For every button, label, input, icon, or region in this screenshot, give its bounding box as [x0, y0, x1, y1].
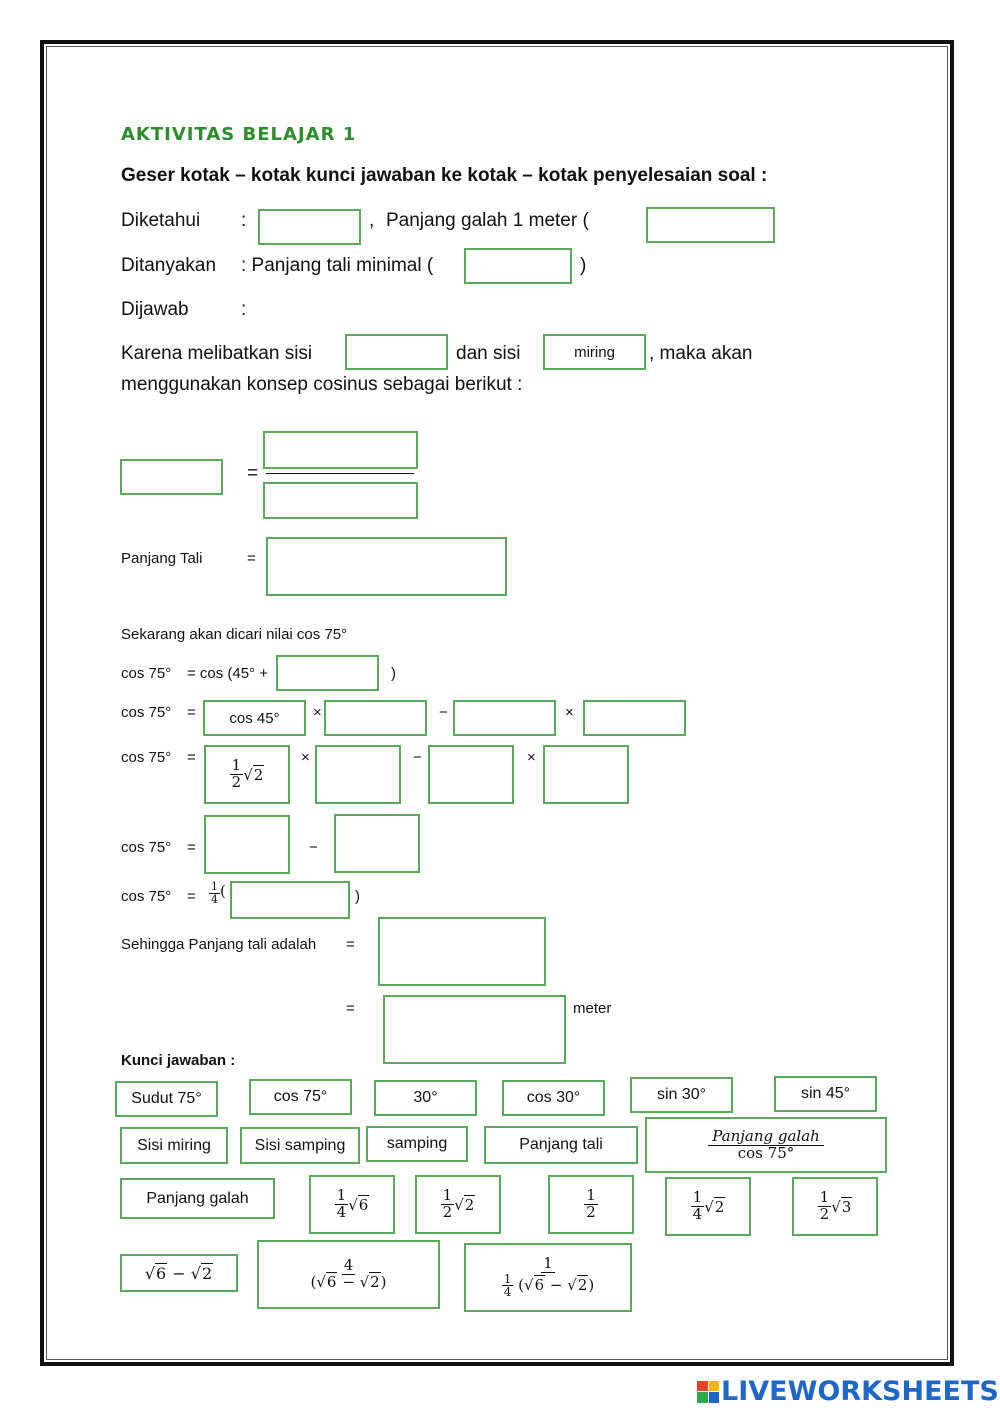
key-samping[interactable]: samping: [366, 1126, 468, 1162]
instruction: Geser kotak – kotak kunci jawaban ke kotak – kotak penyelesaian soal :: [121, 165, 768, 186]
r3-times-1: ×: [301, 749, 310, 766]
drop-box-r3-b[interactable]: [428, 745, 514, 804]
kunci-label: Kunci jawaban :: [121, 1052, 236, 1069]
sehingga-eq-1: =: [346, 936, 355, 953]
cos75-label-5: cos 75°: [121, 888, 172, 905]
drop-box-sisi-1[interactable]: [345, 334, 448, 370]
cos75-label-3: cos 75°: [121, 749, 172, 766]
r5-close: ): [355, 888, 360, 905]
key-1-over-quarter-diff[interactable]: 1 $\frac{1}{4}$ (√6 − √2): [464, 1243, 632, 1312]
meter-unit: meter: [573, 1000, 612, 1017]
diketahui-comma: ,: [369, 210, 375, 231]
r2-eq: =: [187, 704, 196, 721]
key-panjang-tali[interactable]: Panjang tali: [484, 1126, 638, 1164]
key-cos30[interactable]: cos 30°: [502, 1080, 605, 1116]
key-sisi-samping[interactable]: Sisi samping: [240, 1127, 360, 1164]
key-sisi-miring[interactable]: Sisi miring: [120, 1127, 228, 1164]
logo-mark-icon: [697, 1381, 719, 1403]
cos75-label-4: cos 75°: [121, 839, 172, 856]
r2-times-1: ×: [313, 704, 322, 721]
r4-eq: =: [187, 839, 196, 856]
key-root6-minus-root2[interactable]: √6 − √2: [120, 1254, 238, 1292]
drop-box-ratio-left[interactable]: [120, 459, 223, 495]
drop-box-tali[interactable]: [464, 248, 572, 284]
drop-box-numerator[interactable]: [263, 431, 418, 469]
key-half-root3[interactable]: $\frac{1}{2}$ √3: [792, 1177, 878, 1236]
sehingga-eq-2: =: [346, 1000, 355, 1017]
key-30[interactable]: 30°: [374, 1080, 477, 1116]
karena-text3: , maka akan: [649, 343, 753, 364]
diketahui-label: Diketahui: [121, 210, 201, 231]
r5-eq: =: [187, 888, 196, 905]
key-quarter-root2[interactable]: $\frac{1}{4}$ √2: [665, 1177, 751, 1236]
filled-box-miring[interactable]: miring: [543, 334, 646, 370]
panjang-tali-label: Panjang Tali: [121, 550, 203, 567]
r3-times-2: ×: [527, 749, 536, 766]
drop-box-galah[interactable]: [646, 207, 775, 243]
drop-box-diketahui-1[interactable]: [258, 209, 361, 245]
key-half[interactable]: $\frac{1}{2}$: [548, 1175, 634, 1234]
drop-box-r2-c[interactable]: [583, 700, 686, 736]
r5-quarter: $\frac{1}{4}$ (: [211, 880, 226, 906]
ditanyakan-close: ): [580, 255, 587, 276]
drop-box-r1[interactable]: [276, 655, 379, 691]
filled-box-cos45[interactable]: cos 45°: [203, 700, 306, 736]
activity-title: AKTIVITAS BELAJAR 1: [121, 124, 357, 145]
sekarang-text: Sekarang akan dicari nilai cos 75°: [121, 626, 348, 643]
filled-box-half-root2[interactable]: [204, 745, 290, 804]
drop-box-r2-b[interactable]: [453, 700, 556, 736]
cos75-r1-close: ): [391, 665, 396, 682]
key-half-root2[interactable]: $\frac{1}{2}$ √2: [415, 1175, 501, 1234]
fraction-equals: =: [247, 463, 259, 484]
key-sin30[interactable]: sin 30°: [630, 1077, 733, 1113]
karena-text1: Karena melibatkan sisi: [121, 343, 313, 364]
drop-box-panjang-tali[interactable]: [266, 537, 507, 596]
key-cos75[interactable]: cos 75°: [249, 1079, 352, 1115]
cos75-expand: = cos (45° +: [187, 665, 269, 682]
root2: √2: [243, 765, 264, 784]
fraction-bar: [266, 473, 414, 474]
karena-line2: menggunakan konsep cosinus sebagai berikut :: [121, 374, 523, 395]
r3-eq: =: [187, 749, 196, 766]
ditanyakan-text: : Panjang tali minimal (: [241, 255, 434, 276]
cos75-label-1: cos 75°: [121, 665, 172, 682]
r2-times-2: ×: [565, 704, 574, 721]
r2-minus: −: [439, 704, 448, 721]
panjang-tali-eq: =: [247, 550, 256, 567]
r3-minus: −: [413, 749, 422, 766]
half-fraction: $\frac{1}{2}$: [231, 756, 242, 791]
drop-box-r5[interactable]: [230, 881, 350, 919]
key-sin45[interactable]: sin 45°: [774, 1076, 877, 1112]
key-quarter-root6[interactable]: $\frac{1}{4}$ √6: [309, 1175, 395, 1234]
liveworksheets-logo: [697, 1376, 999, 1407]
cos75-label-2: cos 75°: [121, 704, 172, 721]
diketahui-text: Panjang galah 1 meter (: [386, 210, 589, 231]
brand-name: LIVEWORKSHEETS: [721, 1376, 999, 1407]
dijawab-label: Dijawab: [121, 299, 189, 320]
key-panjang-galah[interactable]: Panjang galah: [120, 1178, 275, 1219]
diketahui-colon: :: [241, 210, 247, 231]
drop-box-r3-c[interactable]: [543, 745, 629, 804]
key-galah-over-cos75[interactable]: $\frac{\text{Panjang galah}}{\cos 75^\circ}$: [645, 1117, 887, 1173]
key-sudut75[interactable]: Sudut 75°: [115, 1081, 218, 1117]
key-4-over-diff[interactable]: $\frac{4}{(√6 - √2)}$: [257, 1240, 440, 1309]
dijawab-colon: :: [241, 299, 247, 320]
r4-minus: −: [309, 839, 318, 856]
karena-text2: dan sisi: [456, 343, 521, 364]
ditanyakan-label: Ditanyakan: [121, 255, 217, 276]
drop-box-r4-a[interactable]: [204, 815, 290, 874]
drop-box-denominator[interactable]: [263, 482, 418, 519]
drop-box-sehingga-2[interactable]: [383, 995, 566, 1064]
sehingga-label: Sehingga Panjang tali adalah: [121, 936, 317, 953]
drop-box-r3-a[interactable]: [315, 745, 401, 804]
drop-box-r4-b[interactable]: [334, 814, 420, 873]
drop-box-r2-a[interactable]: [324, 700, 427, 736]
drop-box-sehingga-1[interactable]: [378, 917, 546, 986]
